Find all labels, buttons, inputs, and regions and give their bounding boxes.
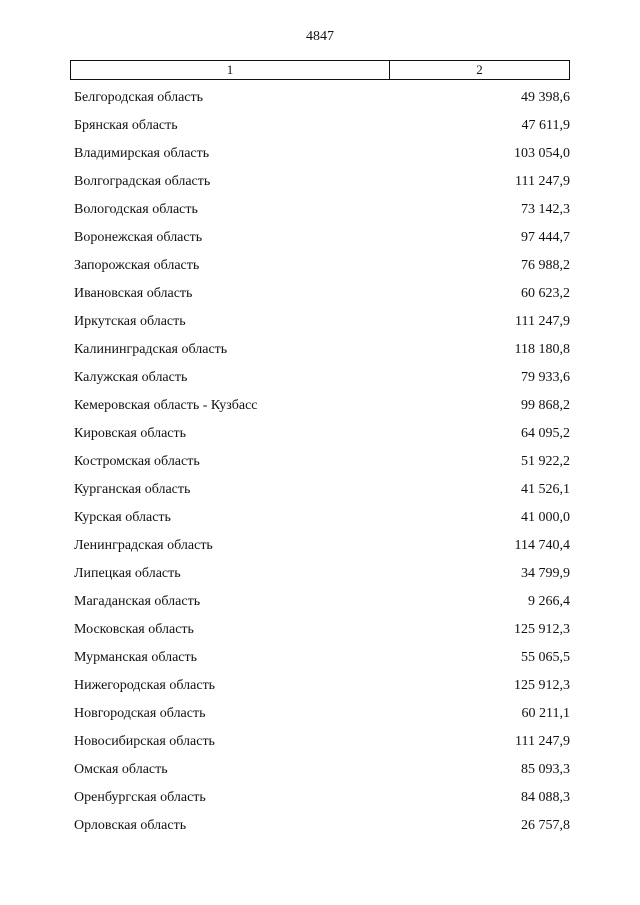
region-value: 111 247,9 — [515, 174, 570, 189]
region-name: Мурманская область — [74, 650, 198, 665]
region-value: 73 142,3 — [521, 202, 570, 217]
region-value: 34 799,9 — [521, 566, 570, 581]
region-name: Белгородская область — [74, 90, 204, 105]
region-name: Вологодская область — [74, 202, 198, 217]
table-row — [74, 476, 570, 504]
region-name: Курганская область — [74, 482, 191, 497]
region-value: 125 912,3 — [514, 678, 570, 693]
table-row — [74, 672, 570, 700]
column-header-2: 2 — [476, 62, 483, 77]
table-row — [74, 112, 570, 140]
table-row — [74, 308, 570, 336]
region-value: 26 757,8 — [521, 818, 570, 833]
region-name: Магаданская область — [74, 594, 201, 609]
column-header-1: 1 — [71, 61, 390, 79]
table-row — [74, 532, 570, 560]
table-row — [74, 728, 570, 756]
region-name: Ленинградская область — [74, 538, 213, 553]
table-row — [74, 336, 570, 364]
table-row — [74, 168, 570, 196]
table-row — [74, 784, 570, 812]
region-name: Владимирская область — [74, 146, 210, 161]
region-value: 99 868,2 — [521, 398, 570, 413]
region-name: Нижегородская область — [74, 678, 216, 693]
table-row — [74, 364, 570, 392]
region-name: Калужская область — [74, 370, 188, 385]
region-name: Воронежская область — [74, 230, 203, 245]
region-value: 114 740,4 — [514, 538, 570, 553]
region-value: 79 933,6 — [521, 370, 570, 385]
region-name: Новосибирская область — [74, 734, 215, 749]
region-value: 111 247,9 — [515, 734, 570, 749]
region-value: 103 054,0 — [514, 146, 570, 161]
table-row — [74, 252, 570, 280]
table-row — [74, 224, 570, 252]
region-name: Курская область — [74, 510, 171, 525]
table-row — [74, 140, 570, 168]
region-value: 47 611,9 — [521, 118, 570, 133]
region-name: Московская область — [74, 622, 194, 637]
region-value: 60 211,1 — [521, 706, 570, 721]
table-row — [74, 560, 570, 588]
page-number: 4847 — [306, 29, 334, 44]
region-name: Омская область — [74, 762, 168, 777]
table-row — [74, 84, 570, 112]
region-value: 41 526,1 — [521, 482, 570, 497]
table-row — [74, 588, 570, 616]
region-name: Липецкая область — [74, 566, 181, 581]
table-header — [70, 60, 570, 80]
region-name: Иркутская область — [74, 314, 186, 329]
table-row — [74, 616, 570, 644]
table-row — [74, 504, 570, 532]
region-value: 84 088,3 — [521, 790, 570, 805]
region-name: Орловская область — [74, 818, 187, 833]
region-value: 111 247,9 — [515, 314, 570, 329]
region-value: 60 623,2 — [521, 286, 570, 301]
table-row — [74, 644, 570, 672]
region-name: Кемеровская область - Кузбасс — [74, 398, 258, 413]
region-name: Ивановская область — [74, 286, 193, 301]
table-row — [74, 448, 570, 476]
region-value: 9 266,4 — [528, 594, 570, 609]
region-value: 125 912,3 — [514, 622, 570, 637]
region-value: 41 000,0 — [521, 510, 570, 525]
region-value: 49 398,6 — [521, 90, 570, 105]
region-name: Оренбургская область — [74, 790, 206, 805]
region-name: Костромская область — [74, 454, 200, 469]
region-value: 85 093,3 — [521, 762, 570, 777]
region-name: Брянская область — [74, 118, 178, 133]
region-name: Кировская область — [74, 426, 187, 441]
table-row — [74, 420, 570, 448]
region-value: 64 095,2 — [521, 426, 570, 441]
region-name: Волгоградская область — [74, 174, 211, 189]
region-value: 97 444,7 — [521, 230, 570, 245]
table-row — [74, 756, 570, 784]
table-row — [74, 812, 570, 840]
region-name: Калининградская область — [74, 342, 228, 357]
region-name: Новгородская область — [74, 706, 206, 721]
region-table-body — [74, 84, 570, 840]
region-name: Запорожская область — [74, 258, 200, 273]
region-value: 118 180,8 — [514, 342, 570, 357]
table-row — [74, 196, 570, 224]
table-row — [74, 700, 570, 728]
region-value: 51 922,2 — [521, 454, 570, 469]
table-row — [74, 280, 570, 308]
region-value: 55 065,5 — [521, 650, 570, 665]
table-row — [74, 392, 570, 420]
region-value: 76 988,2 — [521, 258, 570, 273]
